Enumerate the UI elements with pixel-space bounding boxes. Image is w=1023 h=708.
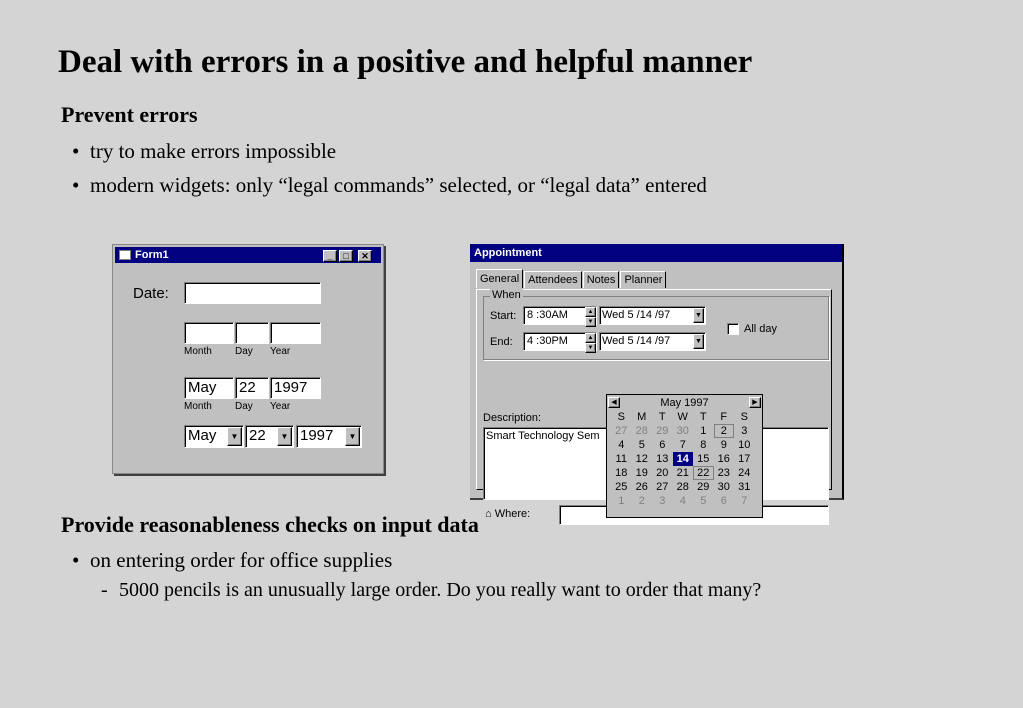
calendar-week-row: [611, 466, 755, 480]
calendar-day[interactable]: 19: [635, 466, 648, 479]
bullet-item: [72, 548, 392, 573]
day-label: Day: [235, 401, 253, 412]
minimize-icon[interactable]: _: [323, 250, 337, 262]
all-day-checkbox[interactable]: [727, 323, 739, 335]
general-tab-panel: [476, 289, 832, 520]
spin-up-icon[interactable]: ▲: [585, 333, 596, 343]
slide-title: Deal with errors in a positive and helpful manner: [58, 44, 753, 80]
sub-bullet-item: [101, 579, 761, 602]
spin-buttons[interactable]: [585, 333, 596, 350]
day-label: Day: [235, 346, 253, 357]
chevron-down-icon[interactable]: ▼: [277, 427, 292, 446]
calendar-day[interactable]: 30: [676, 424, 689, 437]
start-time-spinner[interactable]: [523, 306, 597, 325]
date-field[interactable]: [184, 282, 321, 304]
weekday-label: T: [658, 410, 666, 423]
section-heading-prevent-errors: Prevent errors: [61, 102, 198, 127]
weekday-label: M: [637, 410, 647, 423]
calendar-day[interactable]: 8: [700, 438, 707, 451]
month-label: Month: [184, 346, 212, 357]
calendar-day[interactable]: 24: [738, 466, 751, 479]
bullet-item: [72, 139, 336, 164]
calendar-day[interactable]: 1: [618, 494, 625, 507]
start-date-picker[interactable]: [599, 306, 706, 325]
calendar-day[interactable]: 3: [741, 424, 748, 437]
calendar-day[interactable]: 28: [635, 424, 648, 437]
day-field[interactable]: 22: [235, 377, 269, 399]
section-heading-reasonableness: Provide reasonableness checks on input data: [61, 512, 479, 537]
weekday-label: S: [617, 410, 625, 423]
year-field[interactable]: 1997: [270, 377, 321, 399]
calendar-day[interactable]: 5: [700, 494, 707, 507]
calendar-day[interactable]: 1: [700, 424, 707, 437]
calendar-day[interactable]: 10: [738, 438, 751, 451]
end-label: End:: [490, 336, 513, 348]
calendar-day[interactable]: 29: [697, 480, 710, 493]
tab-attendees[interactable]: Attendees: [524, 271, 582, 288]
bullet-text: modern widgets: only “legal commands” selected, or “legal data” entered: [90, 173, 707, 197]
spin-buttons[interactable]: [585, 307, 596, 324]
calendar-day[interactable]: 23: [717, 466, 730, 479]
chevron-down-icon[interactable]: ▼: [693, 308, 704, 323]
weekday-label: T: [699, 410, 707, 423]
calendar-day[interactable]: 6: [659, 438, 666, 451]
calendar-day[interactable]: 27: [615, 424, 628, 437]
calendar-day[interactable]: 17: [738, 452, 751, 465]
description-label: Description:: [483, 412, 542, 424]
calendar-grid: [611, 410, 755, 508]
spin-down-icon[interactable]: ▼: [585, 317, 596, 327]
calendar-header: [607, 395, 762, 410]
appointment-titlebar[interactable]: Appointment: [470, 244, 842, 262]
weekday-label: F: [720, 410, 728, 423]
calendar-day[interactable]: 21: [676, 466, 689, 479]
calendar-day[interactable]: 13: [656, 452, 669, 465]
bullet-dot: •: [72, 139, 80, 163]
month-combo[interactable]: [184, 425, 244, 448]
calendar-day[interactable]: 29: [656, 424, 669, 437]
bullet-item: [72, 173, 707, 198]
calendar-week-row: [611, 480, 755, 494]
bullet-dot: •: [72, 173, 80, 197]
calendar-day[interactable]: 26: [635, 480, 648, 493]
where-row: [485, 508, 530, 520]
day-field-empty[interactable]: [235, 322, 269, 344]
date-label: Date:: [133, 285, 169, 302]
description-field[interactable]: Smart Technology Sem: [483, 427, 829, 500]
calendar-dropdown: [606, 394, 763, 518]
calendar-day[interactable]: 27: [656, 480, 669, 493]
calendar-week-row: [611, 438, 755, 452]
calendar-day[interactable]: 7: [741, 494, 748, 507]
form1-title: Form1: [135, 249, 169, 261]
calendar-day[interactable]: 31: [738, 480, 751, 493]
next-month-icon[interactable]: ▶: [749, 397, 761, 408]
year-label: Year: [270, 346, 291, 357]
chevron-down-icon[interactable]: ▼: [693, 334, 704, 349]
where-label: Where:: [494, 508, 531, 520]
month-field[interactable]: May: [184, 377, 234, 399]
month-label: Month: [184, 401, 212, 412]
weekday-row: [611, 410, 755, 424]
tab-planner[interactable]: Planner: [620, 271, 666, 288]
year-label: Year: [270, 401, 291, 412]
calendar-day[interactable]: 2: [714, 424, 735, 438]
start-date-value: Wed 5 /14 /97: [602, 309, 671, 321]
calendar-day[interactable]: 11: [615, 452, 627, 465]
calendar-day[interactable]: 30: [717, 480, 730, 493]
month-combo-value: May: [188, 427, 217, 444]
form1-window: [112, 244, 384, 474]
maximize-icon[interactable]: □: [339, 250, 353, 262]
calendar-day[interactable]: 15: [697, 452, 710, 465]
calendar-day[interactable]: 2: [638, 494, 645, 507]
calendar-day[interactable]: 4: [618, 438, 625, 451]
calendar-day[interactable]: 18: [615, 466, 628, 479]
tab-notes[interactable]: Notes: [583, 271, 620, 288]
sub-bullet-dash: -: [101, 579, 108, 601]
day-combo[interactable]: [245, 425, 294, 448]
calendar-day[interactable]: 28: [676, 480, 689, 493]
all-day-label: All day: [744, 323, 778, 335]
prev-month-icon[interactable]: ◀: [608, 397, 620, 408]
year-combo-value: 1997: [300, 427, 334, 444]
spin-up-icon[interactable]: ▲: [585, 307, 596, 317]
calendar-day[interactable]: 6: [720, 494, 727, 507]
sub-bullet-text: 5000 pencils is an unusually large order. Do you really want to order that many?: [119, 579, 762, 601]
day-combo-value: 22: [249, 427, 266, 444]
end-time-spinner[interactable]: [523, 332, 597, 351]
appointment-window: [470, 244, 844, 520]
calendar-day[interactable]: 22: [693, 466, 714, 480]
calendar-week-row: [611, 452, 755, 466]
calendar-day[interactable]: 16: [717, 452, 730, 465]
chevron-down-icon[interactable]: ▼: [227, 427, 242, 446]
calendar-day[interactable]: 20: [656, 466, 669, 479]
spin-down-icon[interactable]: ▼: [585, 343, 596, 353]
calendar-day[interactable]: 5: [638, 438, 645, 451]
calendar-day[interactable]: 3: [659, 494, 666, 507]
weekday-label: W: [677, 410, 688, 423]
calendar-day[interactable]: 12: [635, 452, 648, 465]
calendar-day[interactable]: 7: [679, 438, 686, 451]
weekday-label: S: [740, 410, 748, 423]
calendar-day[interactable]: 9: [720, 438, 727, 451]
start-time-value: 8 :30AM: [527, 309, 568, 321]
when-group: [483, 289, 829, 360]
calendar-day[interactable]: 4: [679, 494, 686, 507]
bullet-dot: •: [72, 548, 80, 572]
month-field-empty[interactable]: [184, 322, 234, 344]
chevron-down-icon[interactable]: ▼: [345, 427, 360, 446]
calendar-week-row: [611, 424, 755, 438]
calendar-day[interactable]: 25: [615, 480, 628, 493]
when-legend: When: [492, 289, 521, 301]
end-date-picker[interactable]: [599, 332, 706, 351]
tab-strip: [476, 271, 667, 288]
calendar-day-selected[interactable]: 14: [673, 452, 694, 466]
year-field-empty[interactable]: [270, 322, 321, 344]
year-combo[interactable]: [296, 425, 362, 448]
app-icon: [119, 250, 131, 260]
close-icon[interactable]: ✕: [358, 250, 372, 262]
calendar-week-row: [611, 494, 755, 508]
bullet-text: try to make errors impossible: [90, 139, 337, 163]
end-time-value: 4 :30PM: [527, 335, 568, 347]
start-label: Start:: [490, 310, 517, 322]
house-icon: ⌂: [485, 508, 492, 520]
bullet-text: on entering order for office supplies: [90, 548, 393, 572]
tab-general[interactable]: General: [476, 269, 523, 288]
calendar-month-label: May 1997: [660, 396, 709, 409]
end-date-value: Wed 5 /14 /97: [602, 335, 671, 347]
